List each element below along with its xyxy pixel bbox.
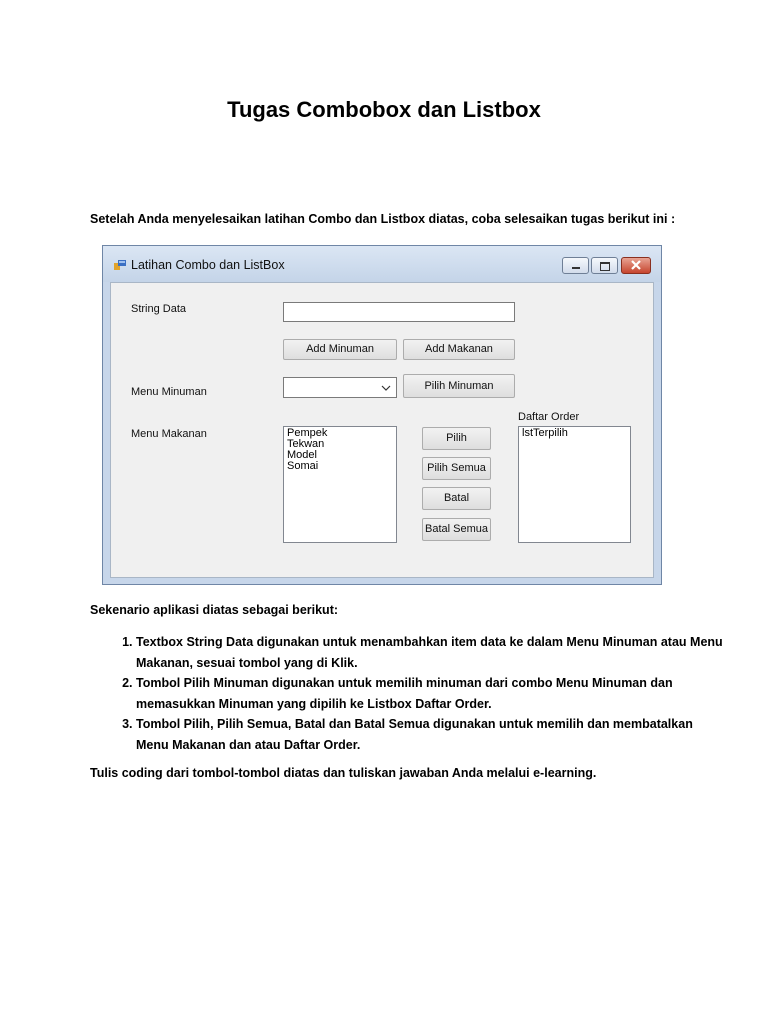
list-item[interactable]: Pempek [287,427,328,439]
list-item: 3. Tombol Pilih, Pilih Semua, Batal dan Batal Semua digunakan untuk memilih dan membatalkan Menu Makanan dan atau Daftar Order. [136,714,726,755]
window-title: Latihan Combo dan ListBox [131,258,285,272]
add-makanan-button[interactable]: Add Makanan [403,339,515,360]
minimize-icon [572,267,580,269]
maximize-button[interactable] [591,257,618,274]
close-icon [621,257,651,274]
steps-list [90,632,726,755]
string-data-input[interactable] [283,302,515,322]
menu-minuman-label: Menu Minuman [131,386,207,398]
list-item: 1. Textbox String Data digunakan untuk menambahkan item data ke dalam Menu Minuman atau Menu Makanan, sesuai tombol yang di Klik. [136,632,726,673]
app-icon [114,260,126,270]
daftar-order-listbox[interactable] [518,426,631,543]
list-item[interactable]: Model [287,449,317,461]
list-item: 2. Tombol Pilih Minuman digunakan untuk memilih minuman dari combo Menu Minuman dan memasukkan Minuman yang dipilih ke Listbox Daftar Order. [136,673,726,714]
app-window [102,245,662,585]
pilih-minuman-button[interactable]: Pilih Minuman [403,374,515,398]
daftar-order-label: Daftar Order [518,411,580,423]
maximize-icon [600,262,610,271]
page-title: Tugas Combobox dan Listbox [227,97,541,122]
batal-button[interactable]: Batal [422,487,491,510]
add-minuman-button[interactable]: Add Minuman [283,339,397,360]
window-titlebar[interactable] [103,246,661,282]
window-client-area [110,282,654,578]
menu-makanan-listbox[interactable] [283,426,397,543]
intro-text: Setelah Anda menyelesaikan latihan Combo dan Listbox diatas, coba selesaikan tugas berikut ini : [90,212,676,226]
scenario-heading: Sekenario aplikasi diatas sebagai berikut: [90,603,339,617]
list-item[interactable]: Tekwan [287,438,325,450]
list-item[interactable]: lstTerpilih [522,427,568,439]
batal-semua-button[interactable]: Batal Semua [422,518,491,541]
pilih-button[interactable]: Pilih [422,427,491,450]
minimize-button[interactable] [562,257,589,274]
close-button[interactable] [621,257,651,274]
menu-makanan-label: Menu Makanan [131,428,207,440]
chevron-down-icon [381,385,391,391]
closing-text: Tulis coding dari tombol-tombol diatas dan tuliskan jawaban Anda melalui e-learning. [90,766,597,780]
menu-minuman-combobox[interactable] [283,377,397,398]
list-item[interactable]: Somai [287,460,319,472]
string-data-label: String Data [131,303,187,315]
pilih-semua-button[interactable]: Pilih Semua [422,457,491,480]
